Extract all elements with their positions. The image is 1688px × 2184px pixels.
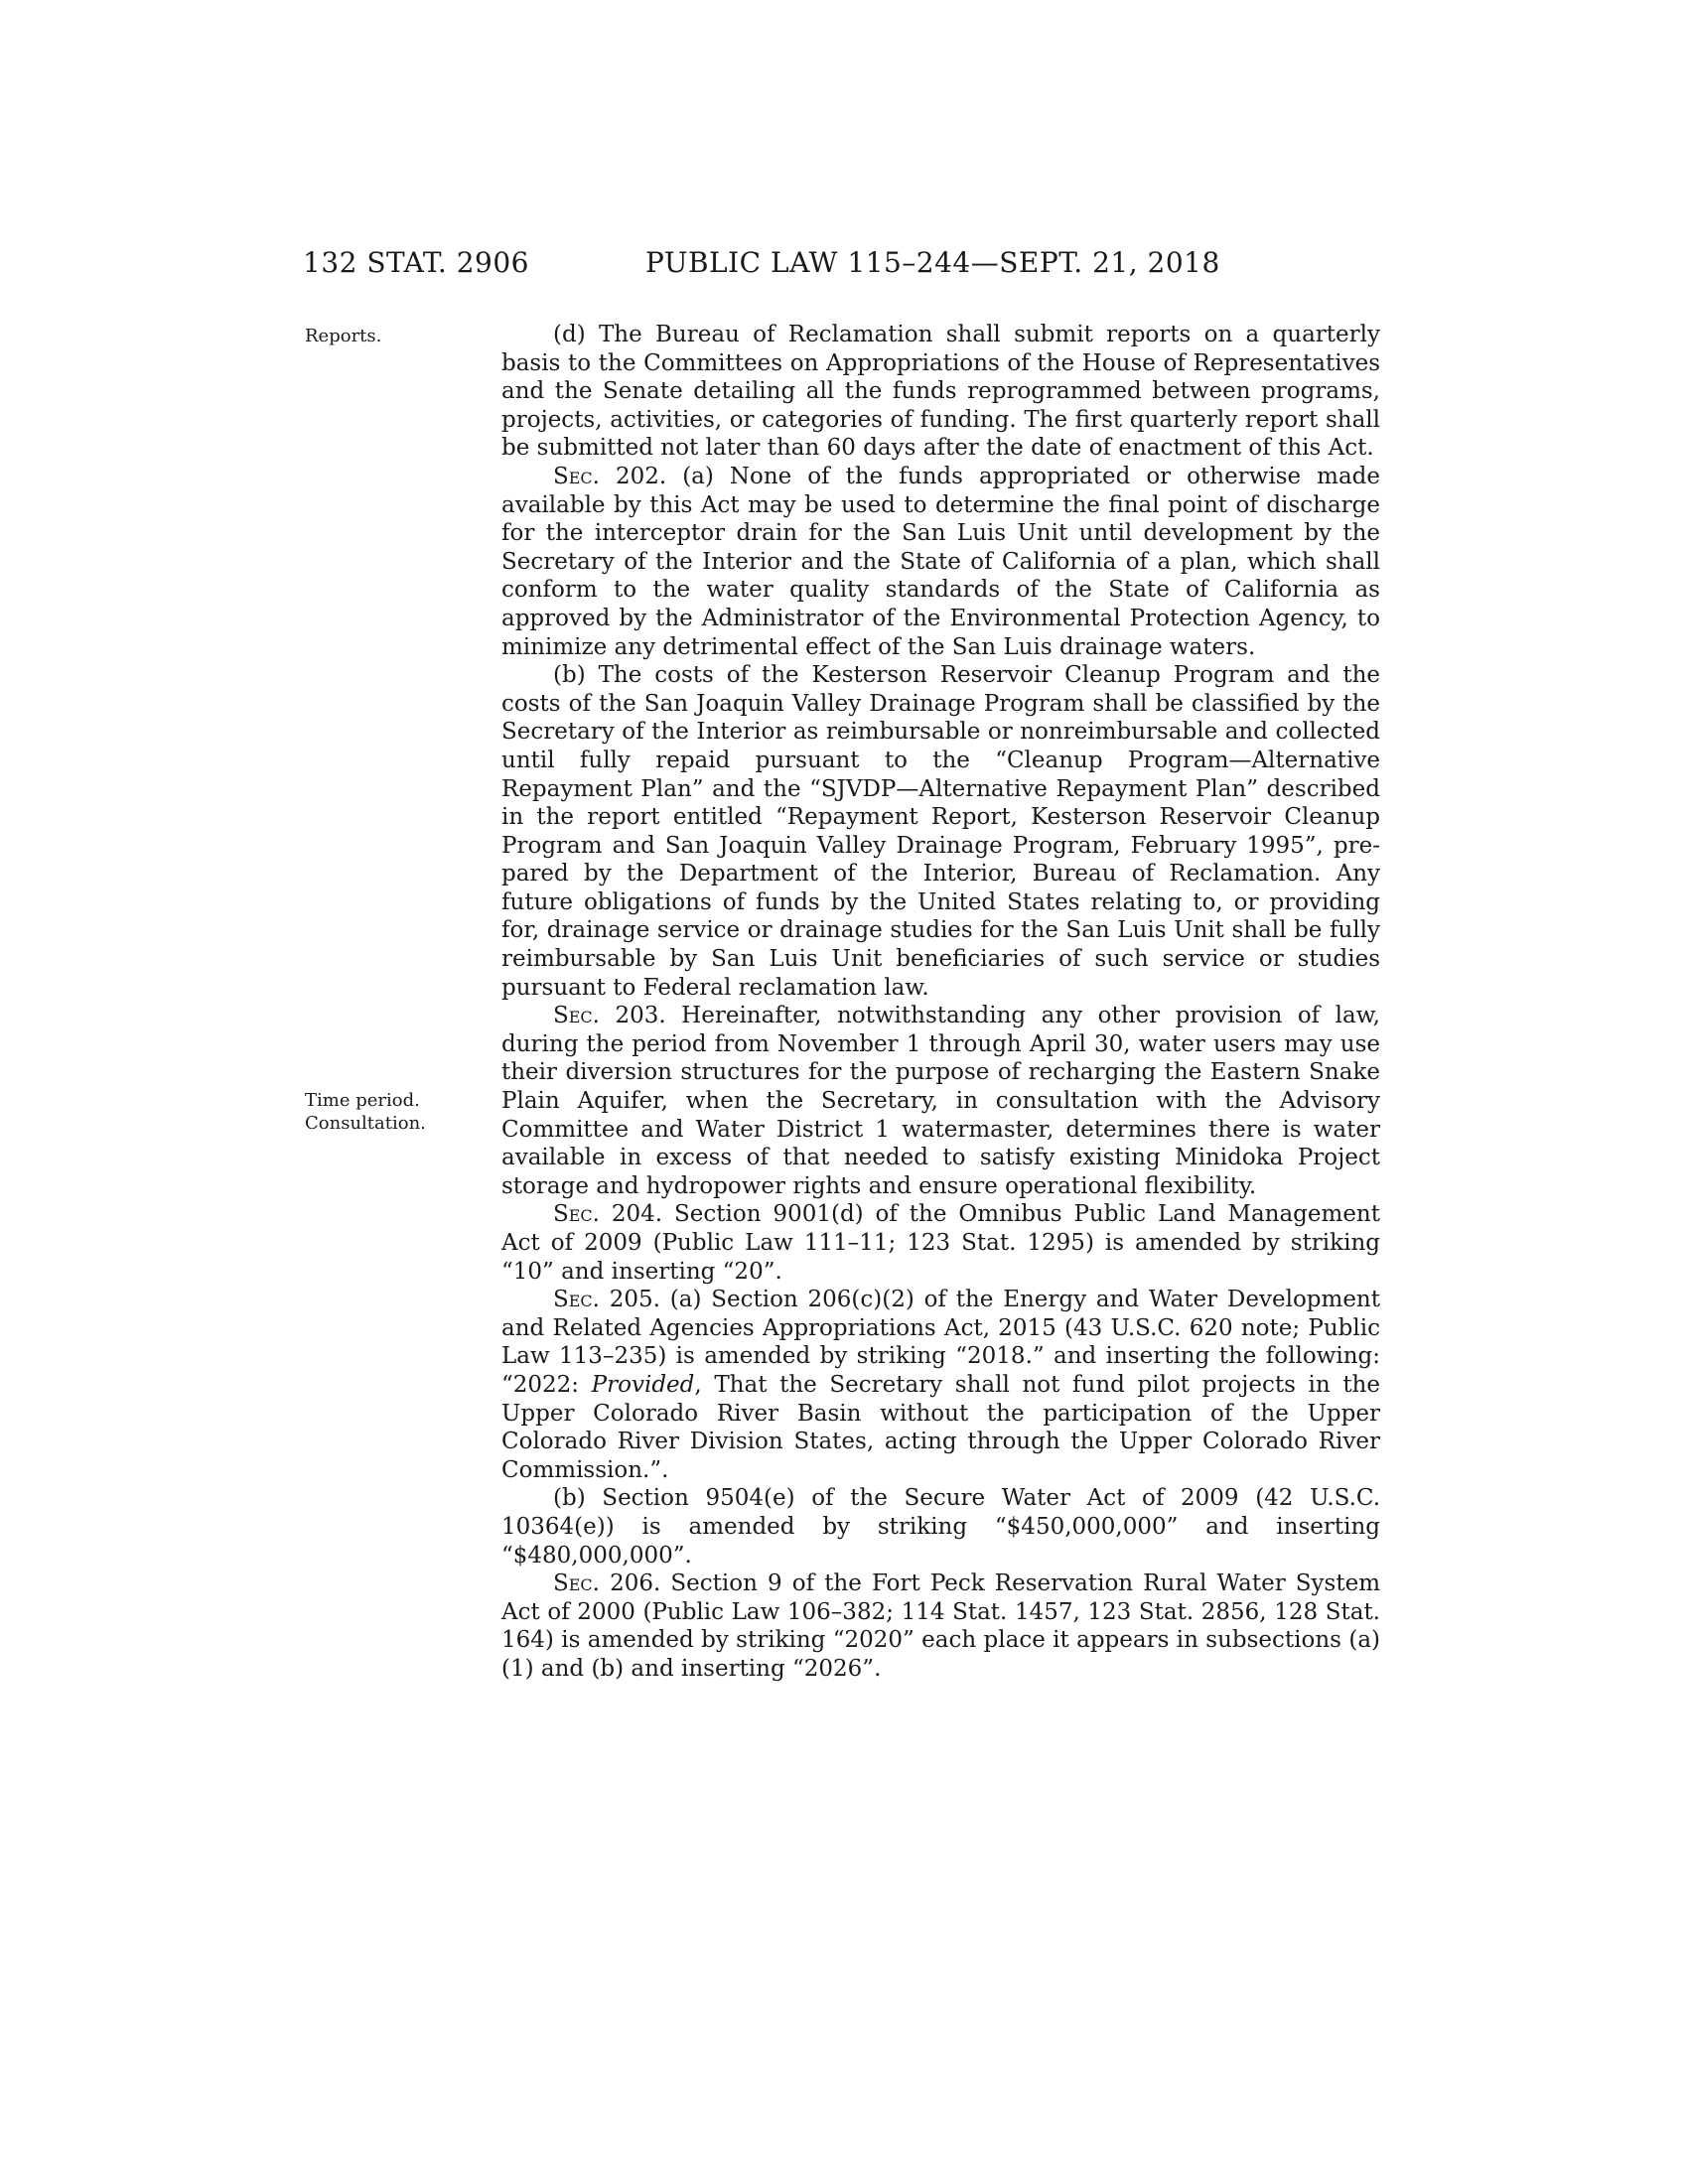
paragraph-kesterson-costs: (b) The costs of the Kesterson Reservoir Cleanup Program and the costs of the San Joaquin Valley Drainage Program shall be classified by the Secretary of the Interior as reimbursable or nonreimbursable and collected until fully repaid pursuant to the “Cleanup Program—Alternative Repayment Plan” and the “SJVDP—Alternative Repayment Plan” described in the report entitled “Repayment Report, Kesterson Reservoir Cleanup Program and San Joaquin Valley Drainage Program, February 1995”, prepared by the Department of the Interior, Bureau of Reclamation. Any future obligations of funds by the United States relating to, or providing for, drainage service or drainage studies for the San Luis Unit shall be fully reimbursable by San Luis Unit beneficiaries of such service or studies pursuant to Federal reclamation law. [501,662,1380,1001]
section-text: 205. (a) Section 206(c)(2) of the Energy and Water Development and Related Agencies Appropriations Act, 2015 (43 U.S.C. 620 note; Public Law 113–235) is amended by striking “2018.” and inserting the following: “2022: [501,1287,1380,1398]
paragraph-sec-204 [501,1200,1380,1286]
paragraph-secure-water-act: (b) Section 9504(e) of the Secure Water Act of 2009 (42 U.S.C. 10364(e)) is amended by striking “$450,000,000” and inserting “$480,000,000”. [501,1485,1380,1569]
margin-note-consultation: Consultation. [305,1113,426,1134]
paragraph-sec-205 [501,1286,1380,1484]
section-label: Sec. [553,463,600,489]
paragraph-sec-203 [501,1002,1380,1200]
stat-reference: 132 STAT. 2906 [303,246,529,279]
section-text: 204. Section 9001(d) of the Omnibus Public Land Management Act of 2009 (Public Law 111–11; 123 Stat. 1295) is amended by striking “10” and inserting “20”. [501,1201,1380,1285]
section-text-continued: , That the Secretary shall not fund pilot projects in the Upper Colorado River Basin without the participation of the Upper Colorado River Division States, acting through the Upper Colorado River Commission.”. [501,1371,1380,1483]
section-label: Sec. [553,1570,600,1597]
page-header [0,246,1688,286]
section-text: 203. Hereinafter, notwithstanding any other provision of law, during the period from November 1 through April 30, water users may use their diversion structures for the purpose of recharging the Eastern Snake Plain Aquifer, when the Secretary, in consultation with the Advisory Committee and Water District 1 watermaster, determines there is water available in excess of that needed to satisfy existing Minidoka Project storage and hydropower rights and ensure operational flexibility. [501,1003,1380,1199]
section-label: Sec. [553,1287,600,1313]
section-text: 202. (a) None of the funds appropriated or otherwise made available by this Act may be used to determine the final point of discharge for the interceptor drain for the San Luis Unit until development by the Secretary of the Interior and the State of California of a plan, which shall conform to the water quality standards of the State of California as approved by the Administrator of the Environmental Protection Agency, to minimize any detrimental effect of the San Luis drainage waters. [501,463,1380,660]
provided-italic: Provided [591,1371,695,1398]
section-label: Sec. [553,1003,600,1029]
paragraph-sec-202 [501,463,1380,661]
section-label: Sec. [553,1201,600,1228]
law-title: PUBLIC LAW 115–244—SEPT. 21, 2018 [645,246,1220,279]
paragraph-bureau-reports: (d) The Bureau of Reclamation shall submit reports on a quarterly basis to the Committees on Appropriations of the House of Representatives and the Senate detailing all the funds reprogrammed between programs, projects, activities, or categories of funding. The first quarterly report shall be submitted not later than 60 days after the date of enactment of this Act. [501,322,1380,462]
paragraph-sec-206 [501,1570,1380,1683]
margin-note-time-period: Time period. [305,1090,420,1111]
document-body [501,321,1380,1684]
section-text: 206. Section 9 of the Fort Peck Reservation Rural Water System Act of 2000 (Public Law 106–382; 114 Stat. 1457, 123 Stat. 2856, 128 Stat. 164) is amended by striking “2020” each place it appears in subsections (a)(1) and (b) and inserting “2026”. [501,1570,1380,1682]
margin-note-reports: Reports. [305,326,382,346]
